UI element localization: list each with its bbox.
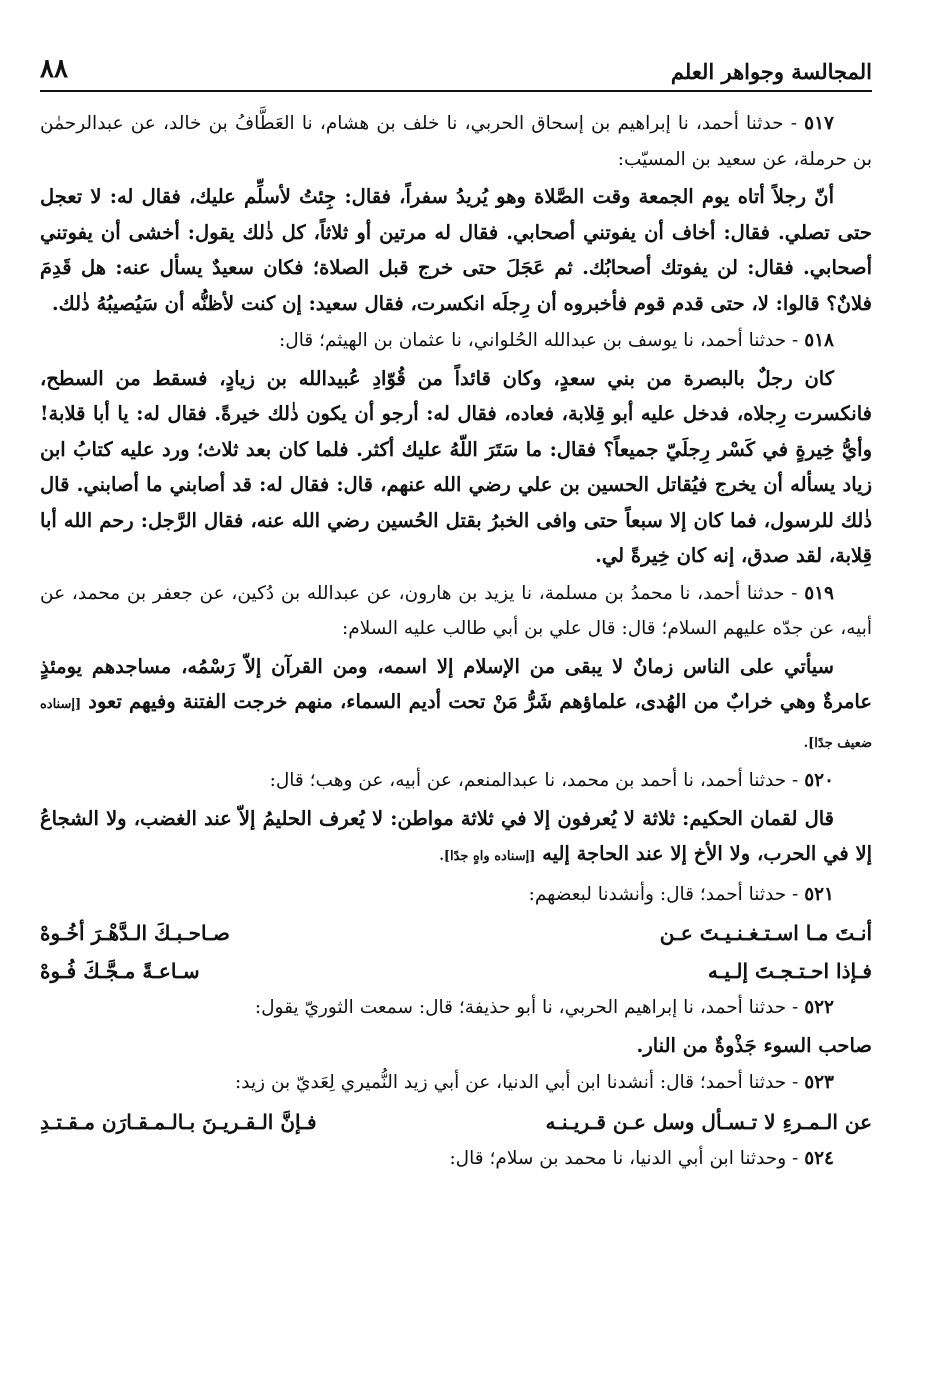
entry-518-matn: كان رجلٌ بالبصرة من بني سعدٍ، وكان قائداً من قُوّادِ عُبيدالله بن زيادٍ، فسقط من السطح، فانكسرت رِجلاه، فدخل عليه أبو قِلابة، فعاده، فقال له: أرجو أن يكون ذٰلك خيرةً. فقال له: يا أبا قلابة! وأيُّ خِيرةٍ في كَسْر رِجلَيّ جميعاً؟ فقال: ما سَتَرَ اللّهُ عليك أكثر. فلما كان بعد ثلاث؛ ورد عليه كتابُ ابن زياد يسأله أن يخرج فيُقاتل الحسين بن علي رضي الله عنهم، قال: فقال له: قد أصابني ما أصابني. قال ذٰلك للرسول، فما كان إلا سبعاً حتى وافى الخبرُ بقتل الحُسين رضي الله عنه، فقال الرَّجل: رحم الله أبا قِلابة، لقد صدق، إنه كان خِيرةً لي. [40,366,872,567]
verse-second-hemistich: صـاحـبـكَ الـدَّهْـرَ أخُـوهْ [40,921,230,945]
entry-number: ٥٢٤ [804,1147,834,1169]
entry-number: ٥١٩ [804,582,834,604]
poem-verse [40,952,872,990]
entry-519-isnad: ٥١٩ - حدثنا أحمد، نا محمدُ بن مسلمة، نا يزيد بن هارون، عن عبدالله بن دُكين، عن جعفر بن محمد، عن أبيه، عن جدّه عليهم السلام؛ قال: قال علي بن أبي طالب عليه السلام: [40,582,872,639]
entry-520-matn: قال لقمان الحكيم: ثلاثة لا يُعرفون إلا في ثلاثة مواطن: لا يُعرف الحليمُ إلاّ عند الغضب، ولا الشجاعُ إلا في الحرب، ولا الأخ إلا عند الحاجة إليه [إسناده واهٍ جدًا]. [40,806,872,865]
entry-520-isnad: ٥٢٠ - حدثنا أحمد، نا أحمد بن محمد، نا عبدالمنعم، عن أبيه، عن وهب؛ قال: [269,770,834,791]
entry-522-isnad: ٥٢٢ - حدثنا أحمد، نا إبراهيم الحربي، نا أبو حذيفة؛ قال: سمعت الثوريّ يقول: [254,997,834,1018]
book-title: المجالسة وجواهر العلم [670,59,872,84]
isnad-grade: [إسناده واهٍ جدًا]. [439,849,536,864]
isnad-grade: [إسناده ضعيف جدًا]. [40,697,872,751]
page-header [40,52,872,92]
entry-number: ٥١٨ [804,330,834,351]
page-number: ٨٨ [40,54,68,84]
entry-number: ٥٢٢ [804,997,834,1018]
entry-523-isnad: ٥٢٣ - حدثنا أحمد؛ قال: أنشدنا ابن أبي الدنيا، عن أبي زيد النُّميري لِعَديّ بن زيد: [235,1072,834,1093]
verse-second-hemistich: فـإنَّ الـقـريـنَ بـالـمـقـارَن مـقـتـدِ [40,1109,317,1134]
verse-second-hemistich: سـاعـةً مـجَّـكَ فُـوهْ [40,959,200,983]
entry-number: ٥٢٣ [804,1072,834,1093]
entry-517-matn: أنّ رجلاً أتاه يوم الجمعة وقت الصَّلاة وهو يُريدُ سفراً، فقال: جِئتُ لأسلِّم عليك، فقال له: لا تعجل حتى تصلي. فقال: أخاف أن يفوتني أصحابي. فقال له مرتين أو ثلاثاً، كل ذٰلك يقول: أخشى أن يفوتني أصحابي. فقال: لن يفوتك أصحابُك. ثم عَجَلَ حتى خرج قبل الصلاة؛ فكان سعيدٌ يسأل عنه: هل قَدِمَ فلانٌ؟ قالوا: لا، حتى قدم قوم فأخبروه أن رِجلَه انكسرت، فقال سعيد: إن كنت لأظنُّه أن سَيُصيبُهُ ذٰلك. [40,185,872,315]
verse-first-hemistich: أنـتَ مـا اسـتـغـنـيـتَ عـن [659,921,872,945]
poem-verse [40,1103,872,1141]
entry-number: ٥٢٠ [804,770,834,791]
entry-number: ٥١٧ [804,113,834,134]
entry-518-isnad: ٥١٨ - حدثنا أحمد، نا يوسف بن عبدالله الحُلواني، نا عثمان بن الهيثم؛ قال: [279,330,834,351]
entry-519-matn: سيأتي على الناس زمانٌ لا يبقى من الإسلام إلا اسمه، ومن القرآن إلاّ رَسْمُه، مساجدهم يومئذٍ عامرةٌ وهي خرابٌ من الهُدى، علماؤهم شَرُّ مَنْ تحت أديم السماء، منهم خرجت الفتنة وفيهم تعود [إسناده ضعيف جدًا]. [40,654,872,751]
entry-517-isnad: ٥١٧ - حدثنا أحمد، نا إبراهيم بن إسحاق الحربي، نا خلف بن هشام، نا العَطَّافُ بن خالد، عن عبدالرحمٰن بن حرملة، عن سعيد بن المسيّب: [40,113,872,170]
verse-first-hemistich: فـإذا احـتـجـتَ إلـيـه [707,959,872,983]
poem-verse [40,914,872,952]
verse-first-hemistich: عن الـمـرءِ لا تـسـأل وسل عـن قـريـنـه [545,1109,872,1134]
page-content [40,106,872,1176]
entry-521-isnad: ٥٢١ - حدثنا أحمد؛ قال: وأنشدنا لبعضهم: [528,883,834,905]
entry-524-isnad: ٥٢٤ - وحدثنا ابن أبي الدنيا، نا محمد بن سلام؛ قال: [449,1147,834,1169]
entry-number: ٥٢١ [804,883,834,905]
entry-522-matn: صاحب السوء جَذْوةٌ من النار. [636,1033,872,1057]
